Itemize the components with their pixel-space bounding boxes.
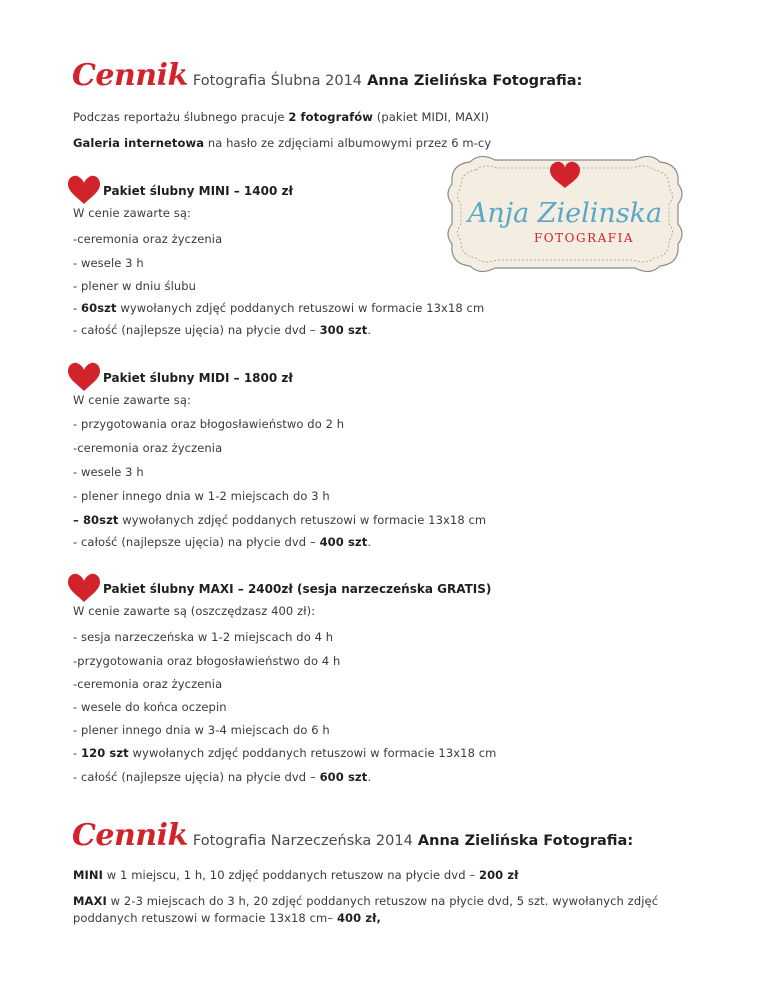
intro-text: Podczas reportażu ślubnego pracuje (73, 110, 285, 124)
intro-bold: 2 fotografów (288, 110, 374, 124)
item-text: w 1 miejscu, 1 h, 10 zdjęć poddanych retuszow na płycie dvd – (106, 868, 476, 882)
heart-icon (67, 362, 101, 392)
mini-item (73, 301, 484, 315)
heading-studio-name: Anna Zielińska Fotografia: (367, 73, 583, 89)
engagement-price-heading (72, 818, 633, 853)
engagement-maxi-line-2 (73, 911, 381, 925)
item-text: - całość (najlepsze ujęcia) na płycie dvd – (73, 323, 316, 337)
mini-item (73, 323, 371, 337)
midi-item: - plener innego dnia w 1-2 miejscach do 3 h (73, 489, 330, 503)
item-bold: 400 szt (319, 535, 368, 549)
midi-item: -ceremonia oraz życzenia (73, 441, 223, 455)
item-text: . (367, 770, 372, 784)
item-bold: – 80szt (73, 513, 119, 527)
maxi-item: - plener innego dnia w 3-4 miejscach do 6 h (73, 723, 330, 737)
intro-text: na hasło ze zdjęciami albumowymi przez 6 m-cy (207, 136, 492, 150)
heading-studio-name: Anna Zielińska Fotografia: (417, 833, 634, 849)
maxi-item: -ceremonia oraz życzenia (73, 677, 223, 691)
midi-item (73, 535, 371, 549)
item-text: - (73, 301, 78, 315)
item-bold: 200 zł (478, 868, 519, 882)
intro-photographers-line (73, 110, 489, 124)
heart-icon (67, 573, 101, 603)
item-text: wywołanych zdjęć poddanych retuszowi w formacie 13x18 cm (120, 301, 485, 315)
mini-includes: W cenie zawarte są: (73, 206, 191, 220)
midi-item: - przygotowania oraz błogosławieństwo do 2 h (73, 417, 345, 431)
mini-item: - plener w dniu ślubu (73, 279, 197, 293)
package-title-text: Pakiet ślubny MIDI – 1800 zł (103, 371, 293, 385)
cennik-title: Cennik (72, 818, 188, 853)
maxi-item (73, 746, 496, 760)
item-text: . (367, 323, 372, 337)
item-text: wywołanych zdjęć poddanych retuszowi w formacie 13x18 cm (132, 746, 497, 760)
item-text: - całość (najlepsze ujęcia) na płycie dvd – (73, 535, 316, 549)
logo-subtitle: FOTOGRAFIA (533, 231, 635, 245)
maxi-includes: W cenie zawarte są (oszczędzasz 400 zł): (73, 604, 316, 618)
mini-item: -ceremonia oraz życzenia (73, 232, 223, 246)
item-text: - całość (najlepsze ujęcia) na płycie dvd – (73, 770, 316, 784)
item-text: wywołanych zdjęć poddanych retuszowi w formacie 13x18 cm (122, 513, 487, 527)
maxi-item: - sesja narzeczeńska w 1-2 miejscach do 4 h (73, 630, 334, 644)
midi-item (73, 513, 486, 527)
item-bold: MAXI (73, 894, 107, 908)
item-text: w 2-3 miejscach do 3 h, 20 zdjęć poddanych retuszow na płycie dvd, 5 szt. wywołanych zdjęć (110, 894, 659, 908)
heading-subtitle: Fotografia Narzeczeńska 2014 (192, 833, 413, 849)
intro-text: (pakiet MIDI, MAXI) (376, 110, 490, 124)
maxi-item (73, 770, 371, 784)
item-bold: 300 szt (319, 323, 368, 337)
item-bold: 60szt (81, 301, 117, 315)
item-bold: 120 szt (81, 746, 129, 760)
item-text: poddanych retuszowi w formacie 13x18 cm– (73, 911, 334, 925)
item-bold: 600 szt (319, 770, 368, 784)
mini-item: - wesele 3 h (73, 256, 144, 270)
item-text: . (367, 535, 372, 549)
package-midi-title (73, 371, 293, 385)
maxi-item: -przygotowania oraz błogosławieństwo do 4 h (73, 654, 341, 668)
anja-zielinska-logo (440, 150, 690, 278)
engagement-maxi-line (73, 894, 658, 908)
package-title-text: Pakiet ślubny MINI – 1400 zł (103, 184, 293, 198)
midi-item: - wesele 3 h (73, 465, 144, 479)
heart-icon (67, 175, 101, 205)
package-maxi-title (73, 582, 491, 596)
engagement-mini-line (73, 868, 519, 882)
intro-bold: Galeria internetowa (73, 136, 205, 150)
maxi-item: - wesele do końca oczepin (73, 700, 227, 714)
package-title-text: Pakiet ślubny MAXI – 2400zł (sesja narzeczeńska GRATIS) (103, 582, 492, 596)
item-bold: 400 zł, (336, 911, 381, 925)
item-text: - (73, 746, 78, 760)
package-mini-title (73, 184, 293, 198)
heading-subtitle: Fotografia Ślubna 2014 (192, 73, 363, 89)
cennik-title: Cennik (72, 58, 188, 93)
wedding-price-heading (72, 58, 582, 93)
midi-includes: W cenie zawarte są: (73, 393, 191, 407)
intro-gallery-line (73, 136, 491, 150)
item-bold: MINI (73, 868, 104, 882)
logo-name: Anja Zielinska (467, 198, 663, 229)
